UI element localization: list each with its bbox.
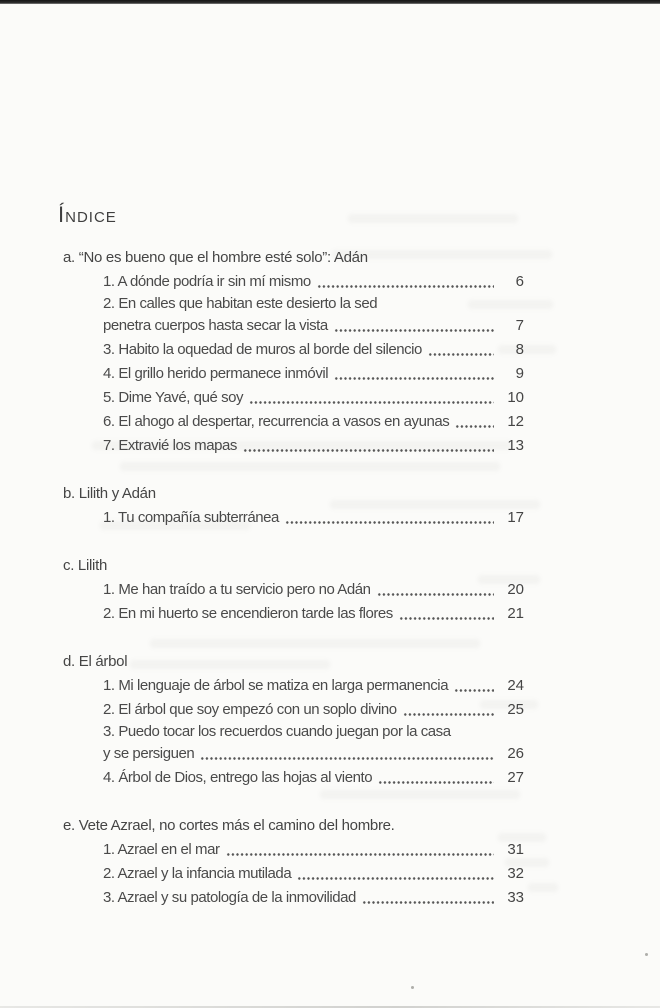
toc-entry-title: 3. Azrael y su patología de la inmovilidad <box>103 889 356 906</box>
toc-entry-title: 1. Me han traído a tu servicio pero no Adán <box>103 581 371 598</box>
dotted-leader <box>362 886 494 910</box>
toc-entry-list <box>103 674 524 790</box>
scan-speck <box>411 986 414 989</box>
dotted-leader <box>399 602 494 626</box>
toc-entry <box>103 362 524 386</box>
toc-entry-title: 2. El árbol que soy empezó con un soplo divino <box>103 701 397 718</box>
toc-section-heading: b. Lilith y Adán <box>63 485 156 502</box>
toc-entry <box>103 506 524 530</box>
toc-entry-list <box>103 838 524 910</box>
toc-entry-title: 3. Habito la oquedad de muros al borde del silencio <box>103 341 422 358</box>
toc-entry-line <box>103 674 524 698</box>
toc-entry-page-number: 27 <box>507 769 524 786</box>
toc-entry-title: 4. Árbol de Dios, entrego las hojas al viento <box>103 769 373 786</box>
toc-entry-title-line1: 3. Puedo tocar los recuerdos cuando juegan por la casa <box>103 723 451 740</box>
toc-entry <box>103 434 524 458</box>
toc-entry-line <box>103 270 524 294</box>
toc-entry-line <box>103 338 524 362</box>
dotted-leader <box>403 698 494 722</box>
dotted-leader <box>334 314 494 338</box>
dotted-leader <box>317 270 494 294</box>
toc-entry-title: 4. El grillo herido permanece inmóvil <box>103 365 329 382</box>
dotted-leader <box>243 434 494 458</box>
toc-section <box>56 814 524 910</box>
toc-section-heading: c. Lilith <box>63 557 107 574</box>
toc-entry-line <box>103 362 524 386</box>
toc-entry <box>103 766 524 790</box>
toc-entry-title: 1. Mi lenguaje de árbol se matiza en larga permanencia <box>103 677 449 694</box>
toc-entry-line <box>103 742 524 766</box>
toc-entry-title: 7. Extravié los mapas <box>103 437 237 454</box>
toc-section <box>56 482 524 530</box>
toc-entry-line <box>103 698 524 722</box>
toc-entry-page-number: 10 <box>507 389 524 406</box>
toc-entry-title: 1. Azrael en el mar <box>103 841 220 858</box>
toc-entry-line <box>103 386 524 410</box>
table-of-contents <box>56 246 524 910</box>
toc-entry <box>103 886 524 910</box>
toc-entry <box>103 674 524 698</box>
index-content <box>56 202 524 910</box>
toc-entry-page-number: 6 <box>515 273 524 290</box>
toc-entry <box>103 862 524 886</box>
toc-entry <box>103 698 524 722</box>
toc-entry-title: 1. Tu compañía subterránea <box>103 509 279 526</box>
toc-entry-title: 5. Dime Yavé, qué soy <box>103 389 244 406</box>
dotted-leader <box>249 386 494 410</box>
toc-entry <box>103 722 524 766</box>
scan-speck <box>645 953 648 956</box>
page-title: Índice <box>58 202 117 227</box>
toc-entry <box>103 410 524 434</box>
toc-section-heading: e. Vete Azrael, no cortes más el camino del hombre. <box>63 817 395 834</box>
dotted-leader <box>455 410 494 434</box>
toc-entry-title: 6. El ahogo al despertar, recurrencia a vasos en ayunas <box>103 413 450 430</box>
toc-entry <box>103 294 524 338</box>
toc-entry-page-number: 17 <box>507 509 524 526</box>
toc-entry-list <box>103 578 524 626</box>
toc-entry-line <box>103 434 524 458</box>
toc-entry <box>103 578 524 602</box>
toc-entry <box>103 838 524 862</box>
toc-entry-page-number: 26 <box>507 745 524 762</box>
toc-entry-page-number: 7 <box>515 317 524 334</box>
toc-entry-line <box>103 886 524 910</box>
toc-section <box>56 554 524 626</box>
toc-entry-line <box>103 314 524 338</box>
toc-entry-page-number: 32 <box>507 865 524 882</box>
toc-entry <box>103 338 524 362</box>
toc-entry-page-number: 9 <box>515 365 524 382</box>
toc-entry-page-number: 25 <box>507 701 524 718</box>
toc-entry <box>103 602 524 626</box>
toc-section-heading: d. El árbol <box>63 653 128 670</box>
toc-entry <box>103 386 524 410</box>
scan-top-edge <box>0 0 660 4</box>
dotted-leader <box>334 362 494 386</box>
dotted-leader <box>226 838 494 862</box>
toc-entry-line <box>103 766 524 790</box>
toc-entry-title: 1. A dónde podría ir sin mí mismo <box>103 273 311 290</box>
toc-entry-title-line1: 2. En calles que habitan este desierto la sed <box>103 295 378 312</box>
toc-entry-page-number: 33 <box>507 889 524 906</box>
toc-entry-page-number: 31 <box>507 841 524 858</box>
toc-entry-title: 2. En mi huerto se encendieron tarde las flores <box>103 605 393 622</box>
toc-entry-list <box>103 506 524 530</box>
dotted-leader <box>378 766 494 790</box>
dotted-leader <box>454 674 494 698</box>
toc-entry-title: 2. Azrael y la infancia mutilada <box>103 865 292 882</box>
toc-entry-title: y se persiguen <box>103 745 195 762</box>
dotted-leader <box>200 742 494 766</box>
toc-entry-line <box>103 602 524 626</box>
toc-entry-line <box>103 838 524 862</box>
toc-entry-line <box>103 578 524 602</box>
toc-section-heading: a. “No es bueno que el hombre esté solo”: Adán <box>63 249 368 266</box>
toc-entry-page-number: 24 <box>507 677 524 694</box>
bleed-through-mark <box>528 883 558 892</box>
toc-entry-title: penetra cuerpos hasta secar la vista <box>103 317 328 334</box>
toc-section <box>56 246 524 458</box>
toc-entry-page-number: 20 <box>507 581 524 598</box>
dotted-leader <box>297 862 494 886</box>
toc-entry-list <box>103 270 524 458</box>
toc-entry-line <box>103 410 524 434</box>
toc-entry-line <box>103 862 524 886</box>
toc-entry-page-number: 12 <box>507 413 524 430</box>
dotted-leader <box>285 506 494 530</box>
dotted-leader <box>377 578 495 602</box>
toc-entry-line <box>103 506 524 530</box>
toc-entry-page-number: 13 <box>507 437 524 454</box>
dotted-leader <box>428 338 494 362</box>
toc-entry <box>103 270 524 294</box>
toc-entry-page-number: 21 <box>507 605 524 622</box>
toc-entry-page-number: 8 <box>515 341 524 358</box>
toc-section <box>56 650 524 790</box>
